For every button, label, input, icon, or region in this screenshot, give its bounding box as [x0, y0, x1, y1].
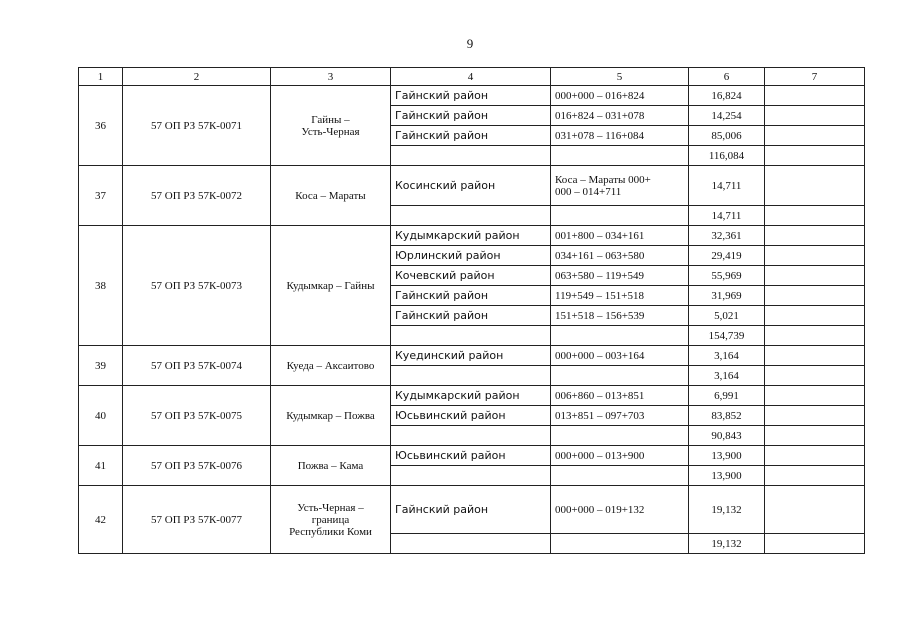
length-cell: 32,361	[689, 226, 765, 246]
note-cell	[765, 206, 865, 226]
road-name-cell: Усть-Черная – граница Республики Коми	[271, 486, 391, 554]
header-cell: 5	[551, 68, 689, 86]
note-cell	[765, 106, 865, 126]
district-cell: Кочевский район	[391, 266, 551, 286]
district-cell: Косинский район	[391, 166, 551, 206]
note-cell	[765, 386, 865, 406]
table-row	[79, 446, 865, 466]
length-cell: 6,991	[689, 386, 765, 406]
length-cell: 14,254	[689, 106, 765, 126]
road-number-cell: 36	[79, 86, 123, 166]
length-cell: 16,824	[689, 86, 765, 106]
note-cell	[765, 126, 865, 146]
km-range-cell: Коса – Мараты 000+ 000 – 014+711	[551, 166, 689, 206]
length-cell: 13,900	[689, 446, 765, 466]
note-cell	[765, 446, 865, 466]
note-cell	[765, 166, 865, 206]
road-name-cell: Кудымкар – Гайны	[271, 226, 391, 346]
note-cell	[765, 146, 865, 166]
road-code-cell: 57 ОП РЗ 57К-0076	[123, 446, 271, 486]
total-length-cell: 13,900	[689, 466, 765, 486]
length-cell: 31,969	[689, 286, 765, 306]
length-cell: 14,711	[689, 166, 765, 206]
district-cell-empty	[391, 466, 551, 486]
district-cell: Кудымкарский район	[391, 386, 551, 406]
road-code-cell: 57 ОП РЗ 57К-0073	[123, 226, 271, 346]
length-cell: 19,132	[689, 486, 765, 534]
table-row	[79, 86, 865, 106]
page-number: 9	[466, 36, 474, 51]
district-cell: Кудымкарский район	[391, 226, 551, 246]
district-cell-empty	[391, 366, 551, 386]
header-cell: 3	[271, 68, 391, 86]
km-range-cell: 119+549 – 151+518	[551, 286, 689, 306]
note-cell	[765, 406, 865, 426]
note-cell	[765, 534, 865, 554]
road-code-cell: 57 ОП РЗ 57К-0077	[123, 486, 271, 554]
table-body	[79, 68, 865, 554]
road-name-cell: Коса – Мараты	[271, 166, 391, 226]
km-range-cell: 151+518 – 156+539	[551, 306, 689, 326]
km-range-cell: 031+078 – 116+084	[551, 126, 689, 146]
road-number-cell: 41	[79, 446, 123, 486]
note-cell	[765, 346, 865, 366]
km-range-cell-empty	[551, 326, 689, 346]
road-name-cell: Кудымкар – Пожва	[271, 386, 391, 446]
length-cell: 3,164	[689, 346, 765, 366]
note-cell	[765, 466, 865, 486]
note-cell	[765, 326, 865, 346]
district-cell: Гайнский район	[391, 126, 551, 146]
note-cell	[765, 226, 865, 246]
header-cell: 2	[123, 68, 271, 86]
road-name-cell: Пожва – Кама	[271, 446, 391, 486]
length-cell: 29,419	[689, 246, 765, 266]
note-cell	[765, 246, 865, 266]
road-name-cell: Гайны – Усть-Черная	[271, 86, 391, 166]
km-range-cell: 006+860 – 013+851	[551, 386, 689, 406]
km-range-cell-empty	[551, 146, 689, 166]
total-length-cell: 14,711	[689, 206, 765, 226]
header-cell: 1	[79, 68, 123, 86]
length-cell: 83,852	[689, 406, 765, 426]
road-code-cell: 57 ОП РЗ 57К-0075	[123, 386, 271, 446]
km-range-cell: 013+851 – 097+703	[551, 406, 689, 426]
header-row	[79, 68, 865, 86]
header-cell: 4	[391, 68, 551, 86]
note-cell	[765, 366, 865, 386]
district-cell: Юсьвинский район	[391, 406, 551, 426]
km-range-cell-empty	[551, 534, 689, 554]
length-cell: 55,969	[689, 266, 765, 286]
district-cell-empty	[391, 534, 551, 554]
district-cell-empty	[391, 146, 551, 166]
km-range-cell: 000+000 – 016+824	[551, 86, 689, 106]
district-cell-empty	[391, 326, 551, 346]
note-cell	[765, 266, 865, 286]
district-cell: Гайнский район	[391, 486, 551, 534]
header-cell: 6	[689, 68, 765, 86]
district-cell-empty	[391, 426, 551, 446]
road-name-cell: Куеда – Аксаитово	[271, 346, 391, 386]
road-number-cell: 38	[79, 226, 123, 346]
district-cell-empty	[391, 206, 551, 226]
district-cell: Гайнский район	[391, 286, 551, 306]
total-length-cell: 154,739	[689, 326, 765, 346]
road-number-cell: 39	[79, 346, 123, 386]
km-range-cell: 016+824 – 031+078	[551, 106, 689, 126]
roads-table	[78, 67, 865, 554]
km-range-cell: 034+161 – 063+580	[551, 246, 689, 266]
road-number-cell: 42	[79, 486, 123, 554]
table-row	[79, 346, 865, 366]
table-row	[79, 486, 865, 534]
total-length-cell: 19,132	[689, 534, 765, 554]
district-cell: Юрлинский район	[391, 246, 551, 266]
district-cell: Юсьвинский район	[391, 446, 551, 466]
km-range-cell-empty	[551, 466, 689, 486]
road-number-cell: 37	[79, 166, 123, 226]
note-cell	[765, 426, 865, 446]
table-row	[79, 166, 865, 206]
km-range-cell: 000+000 – 003+164	[551, 346, 689, 366]
km-range-cell-empty	[551, 366, 689, 386]
district-cell: Куединский район	[391, 346, 551, 366]
km-range-cell-empty	[551, 426, 689, 446]
note-cell	[765, 306, 865, 326]
km-range-cell: 063+580 – 119+549	[551, 266, 689, 286]
km-range-cell: 001+800 – 034+161	[551, 226, 689, 246]
road-number-cell: 40	[79, 386, 123, 446]
table-row	[79, 386, 865, 406]
note-cell	[765, 286, 865, 306]
total-length-cell: 116,084	[689, 146, 765, 166]
length-cell: 5,021	[689, 306, 765, 326]
total-length-cell: 3,164	[689, 366, 765, 386]
km-range-cell: 000+000 – 019+132	[551, 486, 689, 534]
road-code-cell: 57 ОП РЗ 57К-0072	[123, 166, 271, 226]
road-code-cell: 57 ОП РЗ 57К-0071	[123, 86, 271, 166]
table-row	[79, 226, 865, 246]
km-range-cell-empty	[551, 206, 689, 226]
road-code-cell: 57 ОП РЗ 57К-0074	[123, 346, 271, 386]
district-cell: Гайнский район	[391, 86, 551, 106]
total-length-cell: 90,843	[689, 426, 765, 446]
note-cell	[765, 86, 865, 106]
length-cell: 85,006	[689, 126, 765, 146]
header-cell: 7	[765, 68, 865, 86]
district-cell: Гайнский район	[391, 106, 551, 126]
district-cell: Гайнский район	[391, 306, 551, 326]
note-cell	[765, 486, 865, 534]
km-range-cell: 000+000 – 013+900	[551, 446, 689, 466]
